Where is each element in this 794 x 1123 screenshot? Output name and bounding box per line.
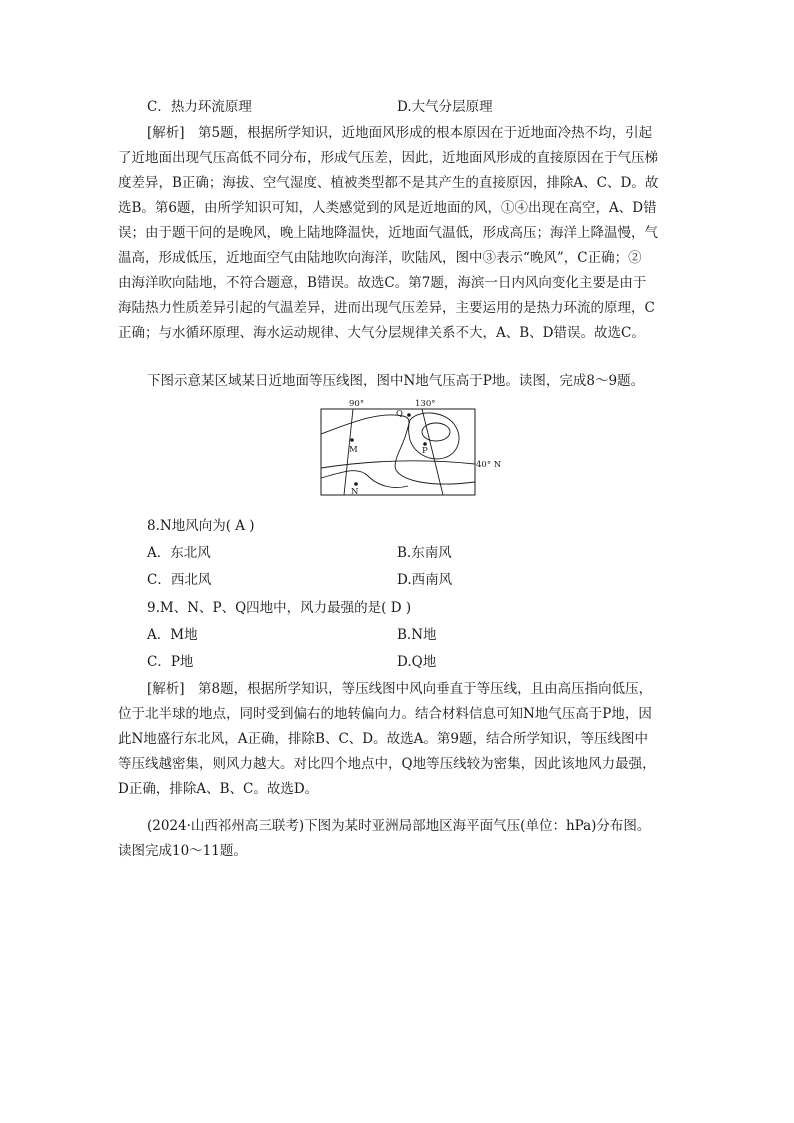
isobar-map-svg: [318, 396, 502, 498]
analysis-8-9: [118, 677, 678, 802]
intro-line: (2024·山西祁州高三联考)下图为某时亚洲局部地区海平面气压(单位：hPa)分布图。: [147, 818, 651, 834]
q7-option-c: C．热力环流原理: [147, 99, 252, 115]
lon-label-130: 130°: [415, 399, 436, 409]
analysis-line: 海陆热力性质差异引起的气温差异，进而出现气压差异，主要运用的是热力环流的原理，C: [118, 300, 655, 316]
analysis-line: [解析] 第8题，根据所学知识，等压线图中风向垂直于等压线，且由高压指向低压，: [147, 681, 653, 697]
isobar-outer: [321, 415, 475, 484]
q8-option-a: A．东北风: [147, 545, 211, 561]
analysis-line: 此N地盛行东北风，A正确，排除B、C、D。故选A。第9题，结合所学知识，等压线图中: [118, 731, 648, 747]
q8-stem: 8.N地风向为( A ): [147, 518, 255, 534]
q8-options-row-2: [147, 568, 687, 592]
q8-option-d: D.西南风: [397, 572, 453, 588]
analysis-line: 了近地面出现气压高低不同分布，形成气压差，因此，近地面风形成的直接原因在于气压梯: [118, 150, 658, 166]
point-m-dot: [350, 438, 354, 442]
q9-option-d: D.Q地: [397, 654, 437, 670]
isobar-closed-inner: [422, 423, 450, 441]
intro-8-9: 下图示意某区域某日近地面等压线图，图中N地气压高于P地。读图，完成8～9题。: [147, 373, 645, 389]
q8-option-b: B.东南风: [397, 545, 452, 561]
analysis-line: 由海洋吹向陆地，不符合题意，B错误。故选C。第7题，海滨一日内风向变化主要是由于: [118, 275, 647, 291]
q9-options-row-1: [147, 623, 687, 647]
analysis-line: D正确，排除A、B、C。故选D。: [118, 781, 319, 797]
isobar-closed-outer: [409, 413, 459, 459]
point-m-label: M: [349, 445, 358, 455]
q9-option-b: B.N地: [397, 627, 437, 643]
q9-option-c: C．P地: [147, 654, 194, 670]
q7-option-d: D.大气分层原理: [397, 99, 493, 115]
isobar-lower: [321, 471, 408, 488]
analysis-line: 度差异，B正确；海拔、空气湿度、植被类型都不是其产生的直接原因，排除A、C、D。故: [118, 175, 659, 191]
analysis-line: 温高，形成低压，近地面空气由陆地吹向海洋，吹陆风，图中③表示“晚风”，C正确；②: [118, 250, 642, 266]
q9-stem: 9.M、N、P、Q四地中，风力最强的是( D ): [147, 600, 412, 616]
lat-label-40n: 40° N: [476, 460, 502, 470]
intro-10-11: [118, 814, 678, 864]
analysis-line: 等压线越密集，则风力越大。对比四个地点中，Q地等压线较为密集，因此该地风力最强，: [118, 756, 656, 772]
q9-options-row-2: [147, 650, 687, 674]
parallel-40n: [321, 461, 475, 468]
q9-option-a: A．M地: [147, 627, 198, 643]
lon-label-90: 90°: [349, 399, 365, 409]
q8-option-c: C．西北风: [147, 572, 212, 588]
intro-line: 读图完成10～11题。: [118, 843, 247, 859]
point-q-dot: [407, 413, 411, 417]
analysis-line: [解析] 第5题，根据所学知识，近地面风形成的根本原因在于近地面冷热不均，引起: [147, 125, 653, 141]
q8-options-row-1: [147, 541, 687, 565]
analysis-line: 正确；与水循环原理、海水运动规律、大气分层规律关系不大，A、B、D错误。故选C。: [118, 325, 645, 341]
isobar-map: [318, 396, 502, 498]
q7-options-row: [147, 95, 687, 119]
analysis-5-7: [118, 121, 678, 346]
point-q-label: Q: [396, 409, 403, 419]
point-n-label: N: [351, 487, 359, 497]
point-n-dot: [354, 482, 358, 486]
point-p-label: P: [422, 446, 428, 456]
analysis-line: 选B。第6题，由所学知识可知，人类感觉到的风是近地面的风，①④出现在高空，A、D错: [118, 200, 657, 216]
analysis-line: 误；由于题干问的是晚风，晚上陆地降温快，近地面气温低，形成高压；海洋上降温慢，气: [118, 225, 658, 241]
analysis-line: 位于北半球的地点，同时受到偏右的地转偏向力。结合材料信息可知N地气压高于P地，因: [118, 706, 652, 722]
